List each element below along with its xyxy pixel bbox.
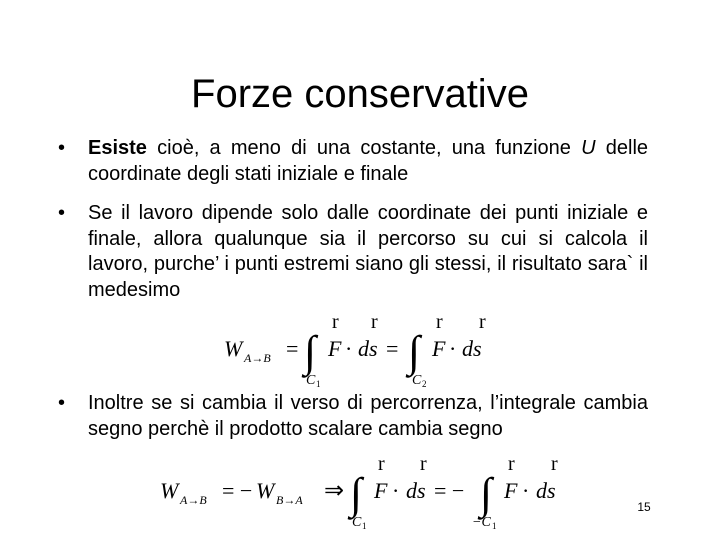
dot-operator: · [449,336,457,361]
force-symbol: F [328,336,342,361]
vec-mark: r [508,453,515,475]
force-symbol: F [374,478,388,503]
path-c1-sub: 1 [362,521,367,531]
formula-2-svg [156,453,576,536]
bullet-2-text: Se il lavoro dipende solo dalle coordinate dei punti iniziale e finale, allora qualunque sia il percorso su cui si calcola il lavoro, purche’ i punti estremi siano gli stessi, il risultato sara` il medesimo [88,202,648,301]
work-symbol: W [256,478,275,503]
bullet-dot: • [58,137,66,159]
ds-symbol: ds [462,336,482,361]
vec-mark: r [371,311,378,333]
integral-sign: ∫ [304,327,317,376]
work-symbol: W [224,336,243,361]
ds-symbol: ds [536,478,556,503]
path-minus-c1-sub: 1 [492,521,497,531]
integral-sign: ∫ [408,327,421,376]
bullet-1-text-b: delle coordinate degli stati iniziale e finale [88,137,649,185]
work-subscript: A→B [244,351,271,365]
bullet-1 [58,136,649,187]
slide-title: Forze conservative [191,72,529,116]
equals-sign: = [286,336,299,361]
integral-sign: ∫ [350,469,363,518]
path-c1-sub: 1 [316,379,321,389]
vec-mark: r [551,453,558,475]
implies-arrow: ⇒ [324,478,345,504]
vec-mark: r [332,311,339,333]
force-symbol: F [504,478,518,503]
vec-mark: r [378,453,385,475]
bullet-1-lead: Esiste [88,137,147,159]
vec-mark: r [420,453,427,475]
force-symbol: F [432,336,446,361]
vec-mark: r [436,311,443,333]
bullet-1-text-a: cioè, a meno di una costante, una funzione [146,137,582,159]
ds-symbol: ds [358,336,378,361]
dot-operator: · [522,478,530,503]
path-c1: C [352,515,362,530]
path-c2: C [412,373,422,388]
work-symbol: W [160,478,179,503]
work-subscript: B→A [276,493,303,507]
ds-symbol: ds [406,478,426,503]
dot-operator: · [392,478,400,503]
dot-operator: · [345,336,353,361]
formula-work-path-independence [218,311,508,399]
bullet-3 [58,391,648,442]
bullet-1-var: U [581,137,596,159]
page-number: 15 [637,500,651,514]
bullet-dot: • [58,202,66,224]
vec-mark: r [479,311,486,333]
bullet-dot: • [58,392,66,414]
path-c2-sub: 2 [422,379,427,389]
formula-reverse-path [156,453,576,541]
bullet-2 [58,201,648,303]
equals-minus: = − [434,478,465,503]
path-minus-c1: −C [472,515,491,530]
formula-1-svg [218,311,508,394]
path-c1: C [306,373,316,388]
integral-sign: ∫ [480,469,493,518]
bullet-3-text: Inoltre se si cambia il verso di percorrenza, l’integrale cambia segno perchè il prodotto scalare cambia segno [88,392,648,440]
equals-minus: = − [222,478,253,503]
equals-sign: = [386,336,399,361]
work-subscript: A→B [180,493,207,507]
